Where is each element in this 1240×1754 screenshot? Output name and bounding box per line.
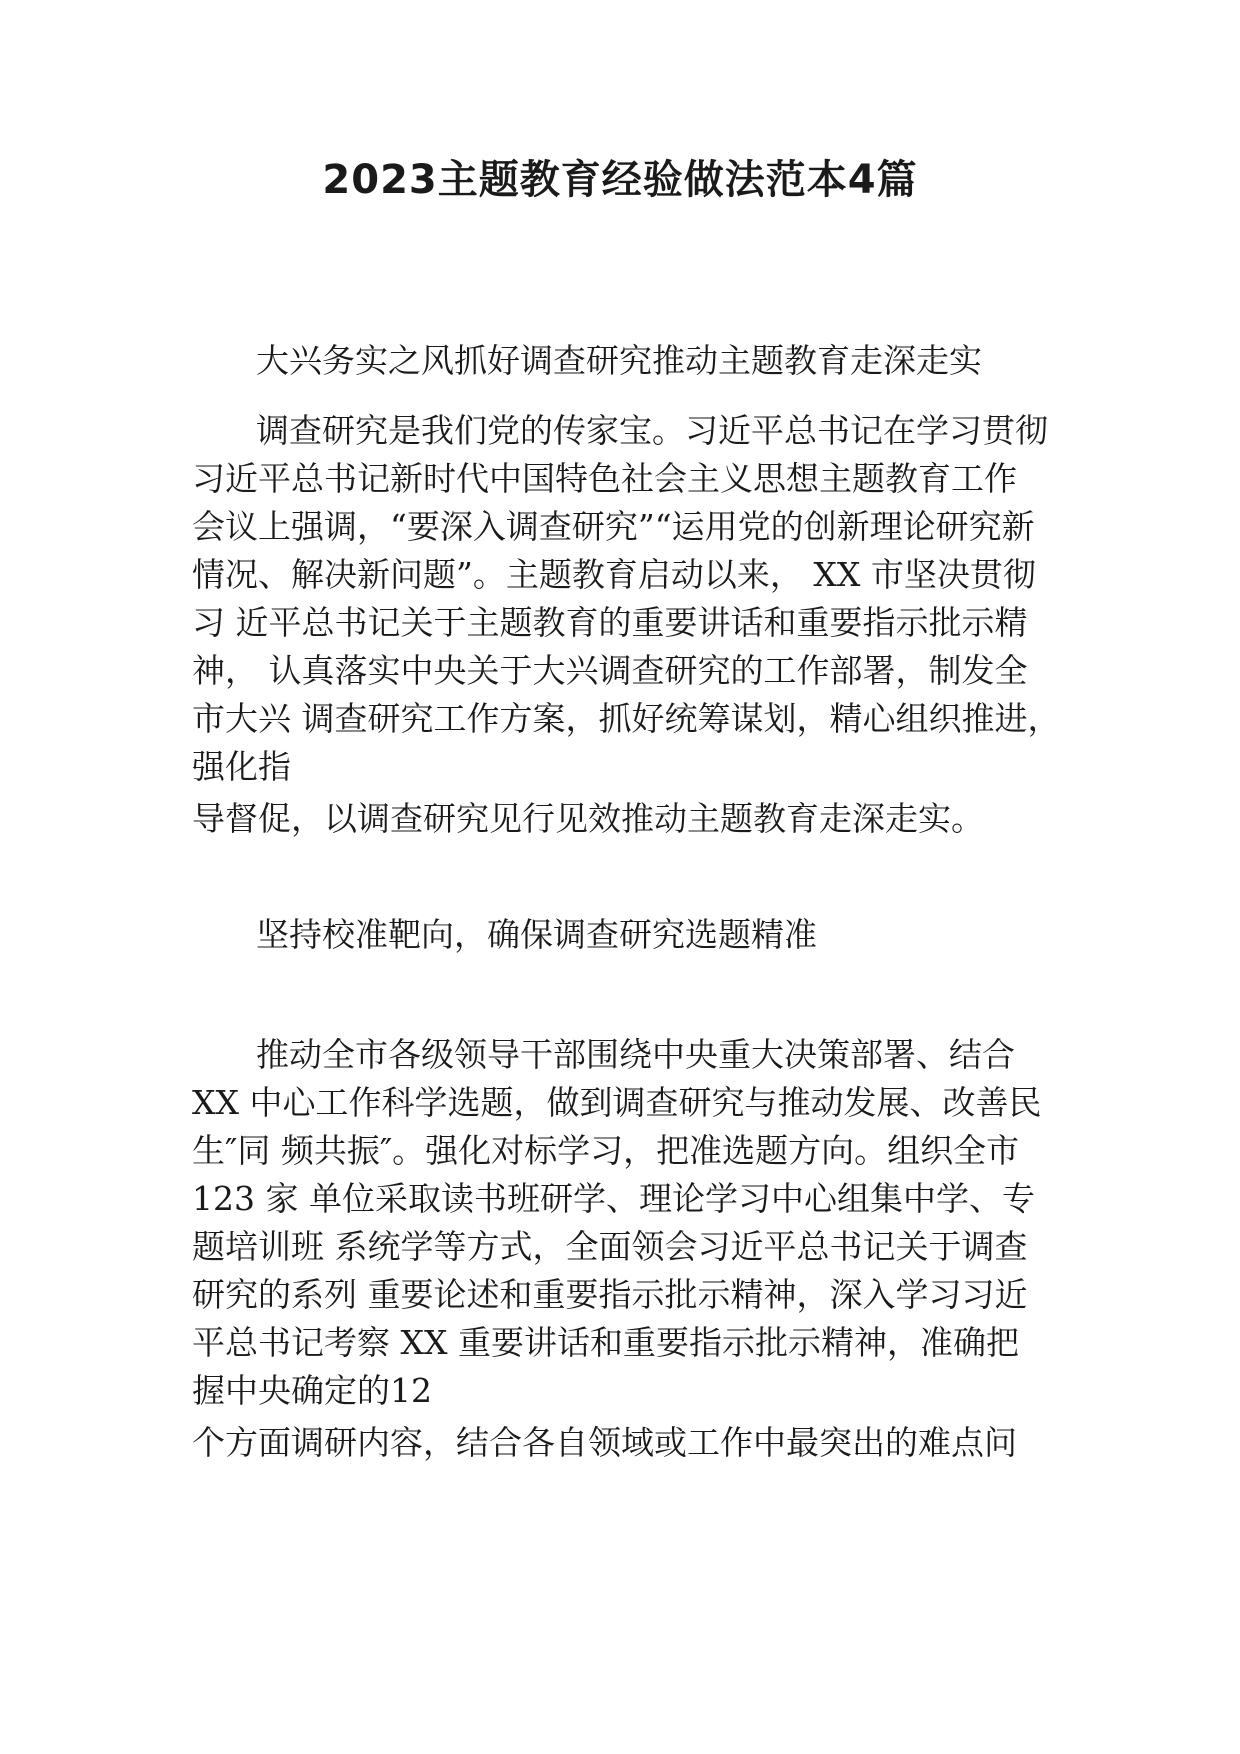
paragraph-2-line: 生″同 频共振″。强化对标学习，把准选题方向。组织全市 — [192, 1131, 1020, 1170]
paragraph-2-line: 研究的系列 重要论述和重要指示批示精神，深入学习习近 — [192, 1275, 1028, 1314]
paragraph-2-line: 个方面调研内容，结合各自领域或工作中最突出的难点问 — [192, 1423, 1017, 1462]
paragraph-2-line: 推动全市各级领导干部围绕中央重大决策部署、结合 — [256, 1035, 1015, 1074]
document-title: 2023主题教育经验做法范本4篇 — [322, 157, 918, 203]
paragraph-1-line: 会议上强调，“要深入调查研究”“运用党的创新理论研究新 — [192, 507, 1035, 546]
paragraph-2-line: XX 中心工作科学选题，做到调查研究与推动发展、改善民 — [192, 1083, 1042, 1122]
section-heading: 坚持校准靶向，确保调查研究选题精准 — [256, 915, 817, 954]
paragraph-1-line: 习近平总书记新时代中国特色社会主义思想主题教育工作 — [192, 459, 1017, 498]
paragraph-1-line: 情况、解决新问题”。主题教育启动以来， XX 市坚决贯彻 — [192, 555, 1036, 594]
paragraph-2-line: 题培训班 系统学等方式，全面领会习近平总书记关于调查 — [192, 1227, 1028, 1266]
paragraph-1-line: 强化指 — [192, 747, 291, 786]
article-title: 大兴务实之风抓好调查研究推动主题教育走深走实 — [256, 341, 982, 380]
paragraph-2-line: 握中央确定的12 — [192, 1371, 432, 1410]
paragraph-1-line: 神， 认真落实中央关于大兴调查研究的工作部署，制发全 — [192, 651, 1028, 690]
paragraph-1-line: 习 近平总书记关于主题教育的重要讲话和重要指示批示精 — [192, 603, 1028, 642]
paragraph-2-line: 123 家 单位采取读书班研学、理论学习中心组集中学、专 — [192, 1179, 1035, 1218]
paragraph-1-line: 导督促，以调查研究见行见效推动主题教育走深走实。 — [192, 799, 984, 838]
paragraph-1-line: 调查研究是我们党的传家宝。习近平总书记在学习贯彻 — [256, 411, 1048, 450]
paragraph-1-line: 市大兴 调查研究工作方案，抓好统筹谋划，精心组织推进， — [192, 699, 1061, 738]
paragraph-2-line: 平总书记考察 XX 重要讲话和重要指示批示精神，准确把 — [192, 1323, 1019, 1362]
